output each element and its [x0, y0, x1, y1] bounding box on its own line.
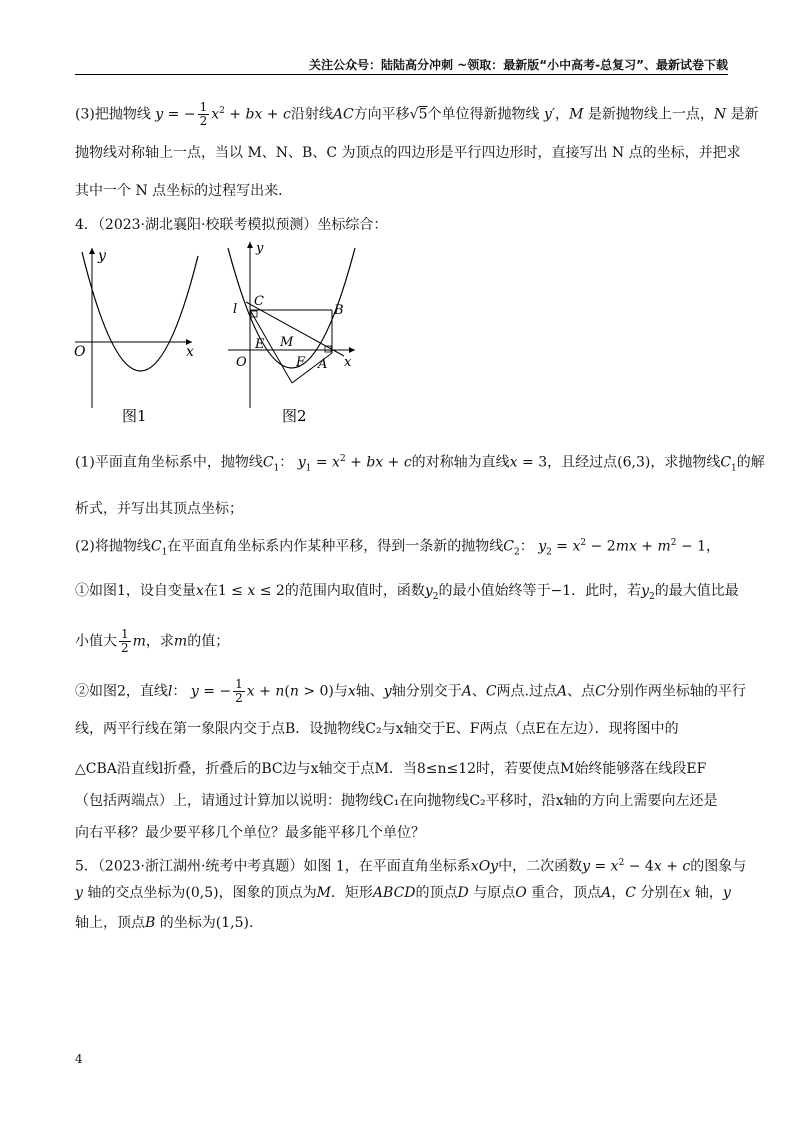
- page-number: 4: [75, 1052, 83, 1066]
- svg-text:F: F: [296, 355, 306, 370]
- q4-case2-line-5: 向右平移？最少要平移几个单位？最多能平移几个单位？: [75, 825, 425, 841]
- svg-text:x: x: [344, 355, 352, 370]
- q4-part1-line-1: (1)平面直角坐标系中，抛物线$C_1$： $y_1 = x^2$ + bx + c的对称轴为直线x = 3，且经过点(6,3)，求抛物线$C_1$的解: [75, 454, 765, 474]
- fig2-label: 图2: [282, 407, 307, 425]
- svg-text:C: C: [254, 294, 264, 309]
- q4-case2-line-2: 线，两平行线在第一象限内交于点B．设抛物线C₂与x轴交于E、F两点（点E在左边）．现将图中的: [75, 721, 679, 737]
- q4-case2-line-4: （包括两端点）上，请通过计算加以说明：抛物线C₁在向抛物线C₂平移时，沿x轴的方向上需要向左还是: [75, 793, 718, 809]
- q4-case2-line-3: △CBA沿直线l折叠，折叠后的BC边与x轴交于点M．当8≤n≤12时，若要使点M始终能够落在线段EF: [75, 761, 707, 777]
- header-rule: [75, 74, 728, 75]
- q5-line-2: y 轴的交点坐标为(0,5)，图象的顶点为M．矩形ABCD的顶点D 与原点O 重合，顶点A，C 分别在x 轴，y: [75, 885, 731, 901]
- svg-text:M: M: [280, 335, 294, 350]
- q4-case2-line-1: ②如图2，直线l： y = − $\frac{1}{2}$ x + n(n > 0)与x轴、y轴分别交于A、C两点.过点A、点C分别作两坐标轴的平行: [75, 677, 746, 705]
- svg-text:y: y: [98, 248, 106, 264]
- q5-line-3: 轴上，顶点B 的坐标为(1,5).: [75, 915, 254, 931]
- svg-text:O: O: [236, 355, 247, 370]
- svg-text:y: y: [256, 241, 264, 256]
- q3-line-2: 抛物线对称轴上一点，当以 M、N、B、C 为顶点的四边形是平行四边形时，直接写出 N 点的坐标，并把求: [75, 145, 741, 161]
- q4-case1-line-1: ①如图1，设自变量x在1 ≤ x ≤ 2的范围内取值时，函数$y_2$的最小值始终等于−1．此时，若$y_2$的最大值比最: [75, 583, 739, 602]
- q4-figures: [70, 238, 370, 433]
- q5-line-1: 5．（2023·浙江湖州·统考中考真题）如图 1，在平面直角坐标系xOy中，二次函数$y = x^2 - 4x + c$的图象与: [75, 858, 747, 875]
- svg-text:x: x: [186, 344, 194, 360]
- q4-title: 4．（2023·湖北襄阳·校联考模拟预测）坐标综合：: [75, 217, 388, 233]
- q4-part2-line: (2)将抛物线$C_1$在平面直角坐标系内作某种平移，得到一条新的抛物线$C_2$： $y_2 = x^2 - 2mx + m^2 - 1$，: [75, 538, 721, 558]
- q4-case1-line-2: 小值大 $\frac{1}{2}$ m，求m的值；: [75, 627, 230, 655]
- q3-line-3: 其中一个 N 点坐标的过程写出来．: [75, 183, 293, 199]
- figure-1: [74, 248, 198, 425]
- page-header: 关注公众号：陆陆高分冲刺 ~领取：最新版“小中高考-总复习”、最新试卷下载: [309, 58, 728, 72]
- svg-text:A: A: [318, 357, 328, 372]
- svg-text:O: O: [74, 344, 86, 360]
- svg-text:l: l: [233, 302, 238, 317]
- q4-part1-line-2: 析式，并写出其顶点坐标；: [75, 501, 243, 517]
- svg-text:E: E: [255, 337, 265, 352]
- q3-line-1: (3)把抛物线 y = − $\frac{1}{2}$ $x^2$ + bx + c沿射线AC方向平移√5个单位得新抛物线 y′，M 是新抛物线上一点，N 是新: [75, 100, 759, 129]
- figure-2: [228, 241, 355, 425]
- fig1-label: 图1: [122, 407, 147, 425]
- svg-text:B: B: [334, 303, 344, 318]
